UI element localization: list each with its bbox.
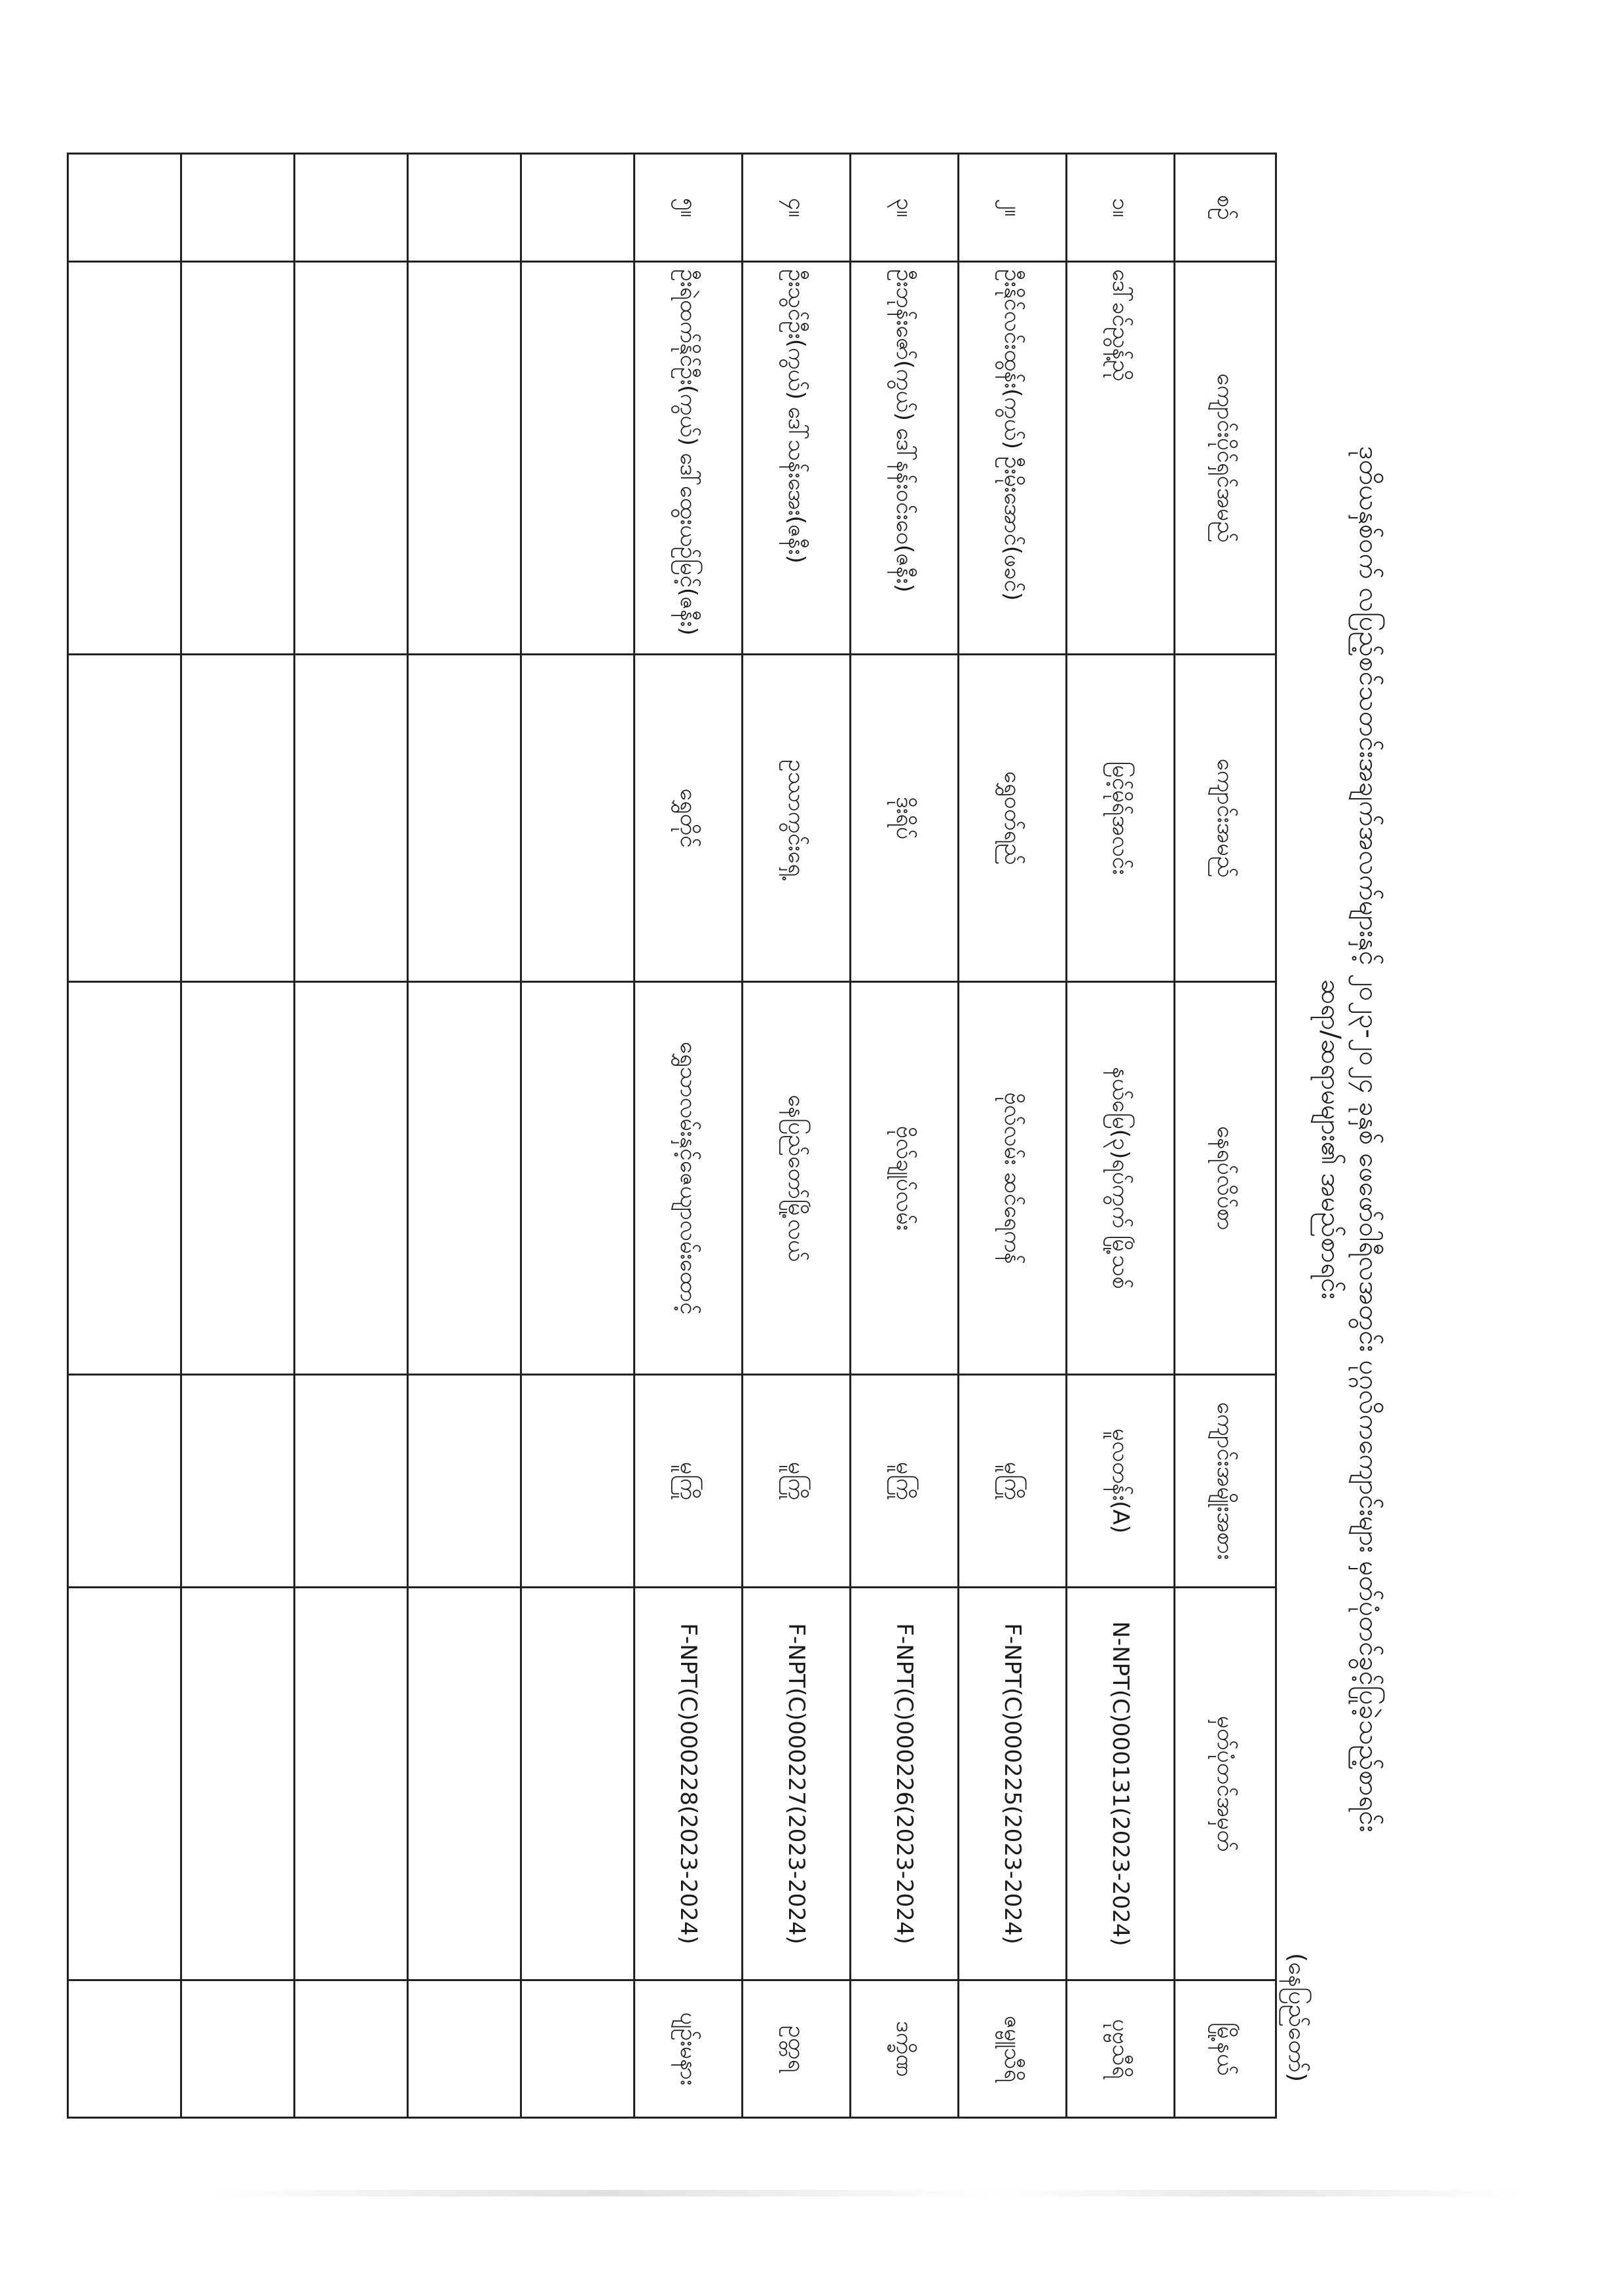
cell-no: ၂။ [959,154,1067,262]
empty-cell [181,1980,295,2118]
empty-cell [295,1980,408,2118]
empty-cell [295,1588,408,1980]
empty-cell [68,1375,181,1588]
cell-address: ဗိုလ်ချုပ်လမ်း [851,982,959,1375]
cell-registration: N-NPT(C)000131(2023-2024) [1067,1588,1175,1980]
empty-cell [408,1980,521,2118]
cell-address: နေပြည်တော်မြို့လယ် [743,982,851,1375]
cell-no: ၅။ [635,154,743,262]
document-subtitle: ဆရာ/ဆရာမများ၏ အမည်စာရင်း [1316,979,1346,1300]
cell-type: မူကြို [743,1375,851,1588]
cell-type: မူကြို [851,1375,959,1588]
cell-address: နယ်မြေ(၃)ရပ်ကွက် မြို့သစ် [1067,982,1175,1375]
table-row [635,154,743,2118]
cell-township: ပုဗ္ဗသီရိ [1067,1980,1175,2118]
table-row [1067,154,1175,2118]
header-type: ကျောင်းအမျိုးအစား [1175,1375,1276,1588]
header-address: နေရပ်လိပ်စာ [1175,982,1276,1375]
empty-cell [408,1375,521,1588]
cell-owner: ဦးရဲထက်နိုင်ဦး(ကွယ်) ဒေါ်ထွေးယဉ်မြင့်(ဇနီး) [635,262,743,655]
cell-address: ရွှေသာလမ်းနှင့်ဇေယျာလမ်းထောင့် [635,982,743,1375]
empty-cell [408,982,521,1375]
cell-owner: ဦးဘုန်းဇော်(ကွယ်) ဒေါ်နန်းဝင်းဝေ(ဇနီး) [851,262,959,655]
empty-cell [181,1375,295,1588]
cell-owner: ဒေါ်ခင်ညွန့်ညို [1067,262,1175,655]
table-row [851,154,959,2118]
document-note: (နေပြည်တော်) [1283,1952,1310,2082]
empty-cell [181,1588,295,1980]
registration-table [67,153,1277,2119]
empty-cell [408,262,521,655]
cell-school: ရွှေတိုင် [635,655,743,982]
empty-table-row [68,154,181,2118]
cell-owner: ဦးသွင်ဦး(ကွယ်) ဒေါ်သန်းအေး(ဇနီး) [743,262,851,655]
cell-township: ပျဉ်းမနား [635,1980,743,2118]
empty-cell [295,655,408,982]
empty-cell [521,262,635,655]
table-row [959,154,1067,2118]
empty-cell [521,154,635,262]
empty-cell [181,982,295,1375]
empty-cell [521,1375,635,1588]
empty-table-row [408,154,521,2118]
empty-cell [295,154,408,262]
empty-cell [68,154,181,262]
cell-registration: F-NPT(C)000228(2023-2024) [635,1588,743,1980]
cell-township: ဒက္ခိဏ [851,1980,959,2118]
rotated-page [65,0,1624,2278]
empty-cell [521,655,635,982]
cell-registration: F-NPT(C)000227(2023-2024) [743,1588,851,1980]
empty-cell [521,1588,635,1980]
cell-type: မူကြို [959,1375,1067,1588]
empty-table-row [295,154,408,2118]
empty-cell [68,262,181,655]
cell-school: ဒိုးရိပ် [851,655,959,982]
empty-cell [295,262,408,655]
cell-registration: F-NPT(C)000225(2023-2024) [959,1588,1067,1980]
cell-address: ဗိုလ်လမ်း ဆင်ရေကန် [959,982,1067,1375]
empty-cell [181,154,295,262]
empty-cell [408,154,521,262]
cell-registration: F-NPT(C)000226(2023-2024) [851,1588,959,1980]
cell-no: ၁။ [1067,154,1175,262]
cell-no: ၄။ [743,154,851,262]
empty-cell [68,1980,181,2118]
table-row [743,154,851,2118]
header-owner: ကျောင်းပိုင်ရှင်အမည် [1175,262,1276,655]
empty-table-row [181,154,295,2118]
empty-cell [408,1588,521,1980]
cell-township: ဇမ္ဗူသီရိ [959,1980,1067,2118]
header-no: စဉ် [1175,154,1276,262]
document-title: ဒုတိယနှစ်ဝက် လပြည့်စင်သတင်းအချက်အလက်များနှင့် ၂၀၂၃-၂၀၂၄ ခုနှစ် ဖေဖော်ဝါရီလအတွင်း ပုဂ္ဂလိကကျောင်းများ မှတ်ပုံတင်ခွင့်ပြုခဲ့သည့်စာရင်း [1354,446,1384,1832]
cell-no: ၃။ [851,154,959,262]
empty-cell [521,1980,635,2118]
table-body [68,154,1175,2118]
cell-school: ဥဿာကွင်းရှေ့ [743,655,851,982]
empty-cell [68,655,181,982]
table-header-row [1175,154,1276,2118]
cell-type: မူကြို [635,1375,743,1588]
cell-school: မြင့်မိုရ်အလင်း [1067,655,1175,982]
header-registration: မှတ်ပုံတင်အမှတ် [1175,1588,1276,1980]
cell-type: မူလတန်း(A) [1067,1375,1175,1588]
cell-township: ဥတ္တရ [743,1980,851,2118]
empty-cell [181,655,295,982]
empty-cell [408,655,521,982]
empty-table-row [521,154,635,2118]
cell-owner: ဦးနိုင်လင်းထွန်း(ကွယ်) ဦးမိုးအောင်(ဖခင်) [959,262,1067,655]
empty-cell [68,982,181,1375]
empty-cell [295,982,408,1375]
empty-cell [521,982,635,1375]
empty-cell [68,1588,181,1980]
header-township: မြို့နယ် [1175,1980,1276,2118]
empty-cell [295,1375,408,1588]
empty-cell [181,262,295,655]
cell-school: ရွှေဝတ်ရည် [959,655,1067,982]
header-school: ကျောင်းအမည် [1175,655,1276,982]
